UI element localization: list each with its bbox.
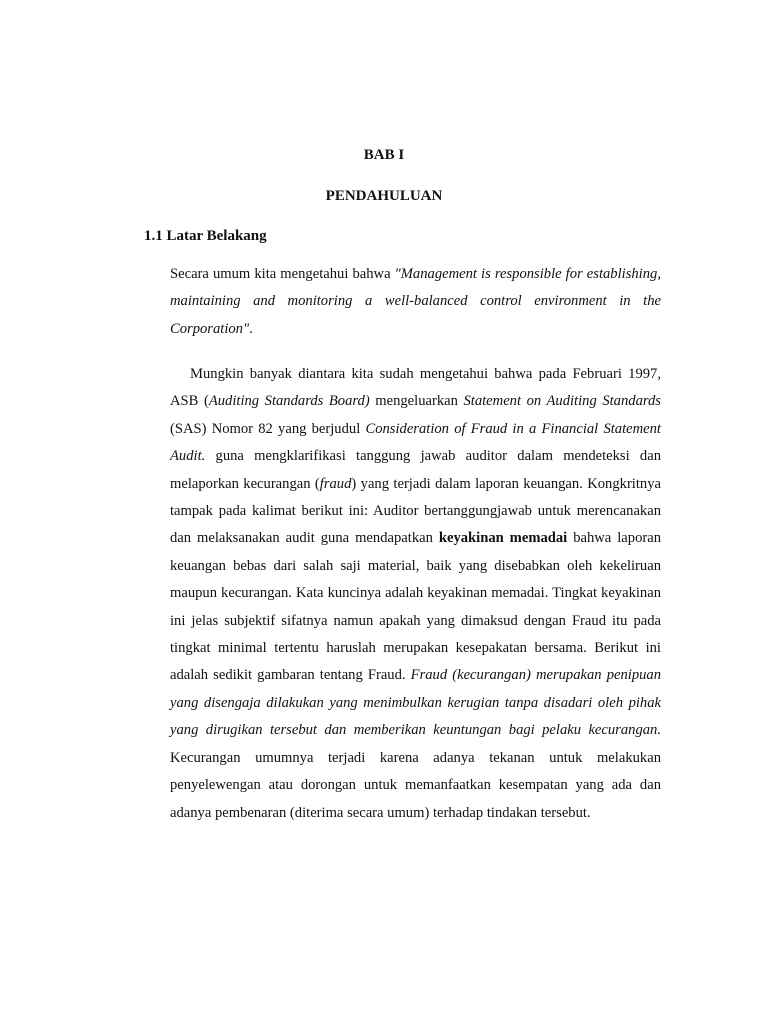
management-quote: "Management is responsible for establishing, maintaining and monitoring a well-balanced control environment in the Corporation"	[170, 266, 661, 337]
fraud-definition: Fraud (kecurangan) merupakan penipuan yang disengaja dilakukan yang menimbulkan kerugian tanpa disadari oleh pihak yang dirugikan tersebut dan memberikan keuntungan bagi pelaku kecurangan.	[170, 667, 662, 739]
body-text-4: guna mengklarifikasi tanggung jawab auditor dalam mendeteksi dan melaporkan kecurangan (	[170, 448, 661, 492]
sas-title: Statement on Auditing Standards	[463, 393, 661, 410]
body-text-7: Kecurangan umumnya terjadi karena adanya tekanan untuk melakukan penyelewengan atau dorongan untuk memanfaatkan kesempatan yang ada dan adanya pembenaran (diterima secara umum) terhadap tindakan tersebut.	[170, 749, 661, 821]
body-text-3: (SAS) Nomor 82 yang berjudul	[170, 420, 366, 437]
chapter-title: PENDAHULUAN	[325, 188, 443, 204]
body-text-1: Mungkin banyak diantara kita sudah mengetahui bahwa pada Februari 1997, ASB (	[170, 366, 661, 410]
body-text-5: ) yang terjadi dalam laporan keuangan. Kongkritnya tampak pada kalimat berikut ini: Auditor bertanggungjawab untuk merencanakan dan melaksanakan audit guna mendapatkan	[170, 475, 661, 547]
intro-paragraph	[170, 261, 661, 343]
intro-lead: Secara umum kita mengetahui bahwa	[170, 266, 395, 282]
body-text-6: bahwa laporan keuangan bebas dari salah saji material, baik yang disebabkan oleh kekeliruan maupun kecurangan. Kata kuncinya adalah keyakinan memadai. Tingkat keyakinan ini jelas subjektif sifatnya namun apakah yang dimaksud dengan Fraud itu pada tingkat minimal tertentu haruslah merupakan kesepakatan bersama. Berikut ini adalah sedikit gambaran tentang Fraud.	[170, 530, 661, 684]
key-phrase: keyakinan memadai	[438, 530, 568, 547]
fraud-term: fraud	[319, 475, 352, 492]
intro-end: .	[249, 320, 253, 337]
asb-full-name: Auditing Standards Board)	[208, 393, 370, 410]
section-heading: 1.1 Latar Belakang	[144, 228, 267, 244]
chapter-number: BAB I	[363, 147, 405, 163]
body-paragraph	[170, 361, 661, 827]
sas-82-title: Consideration of Fraud in a Financial Statement Audit.	[170, 420, 661, 465]
body-text-2: mengeluarkan	[369, 393, 464, 410]
